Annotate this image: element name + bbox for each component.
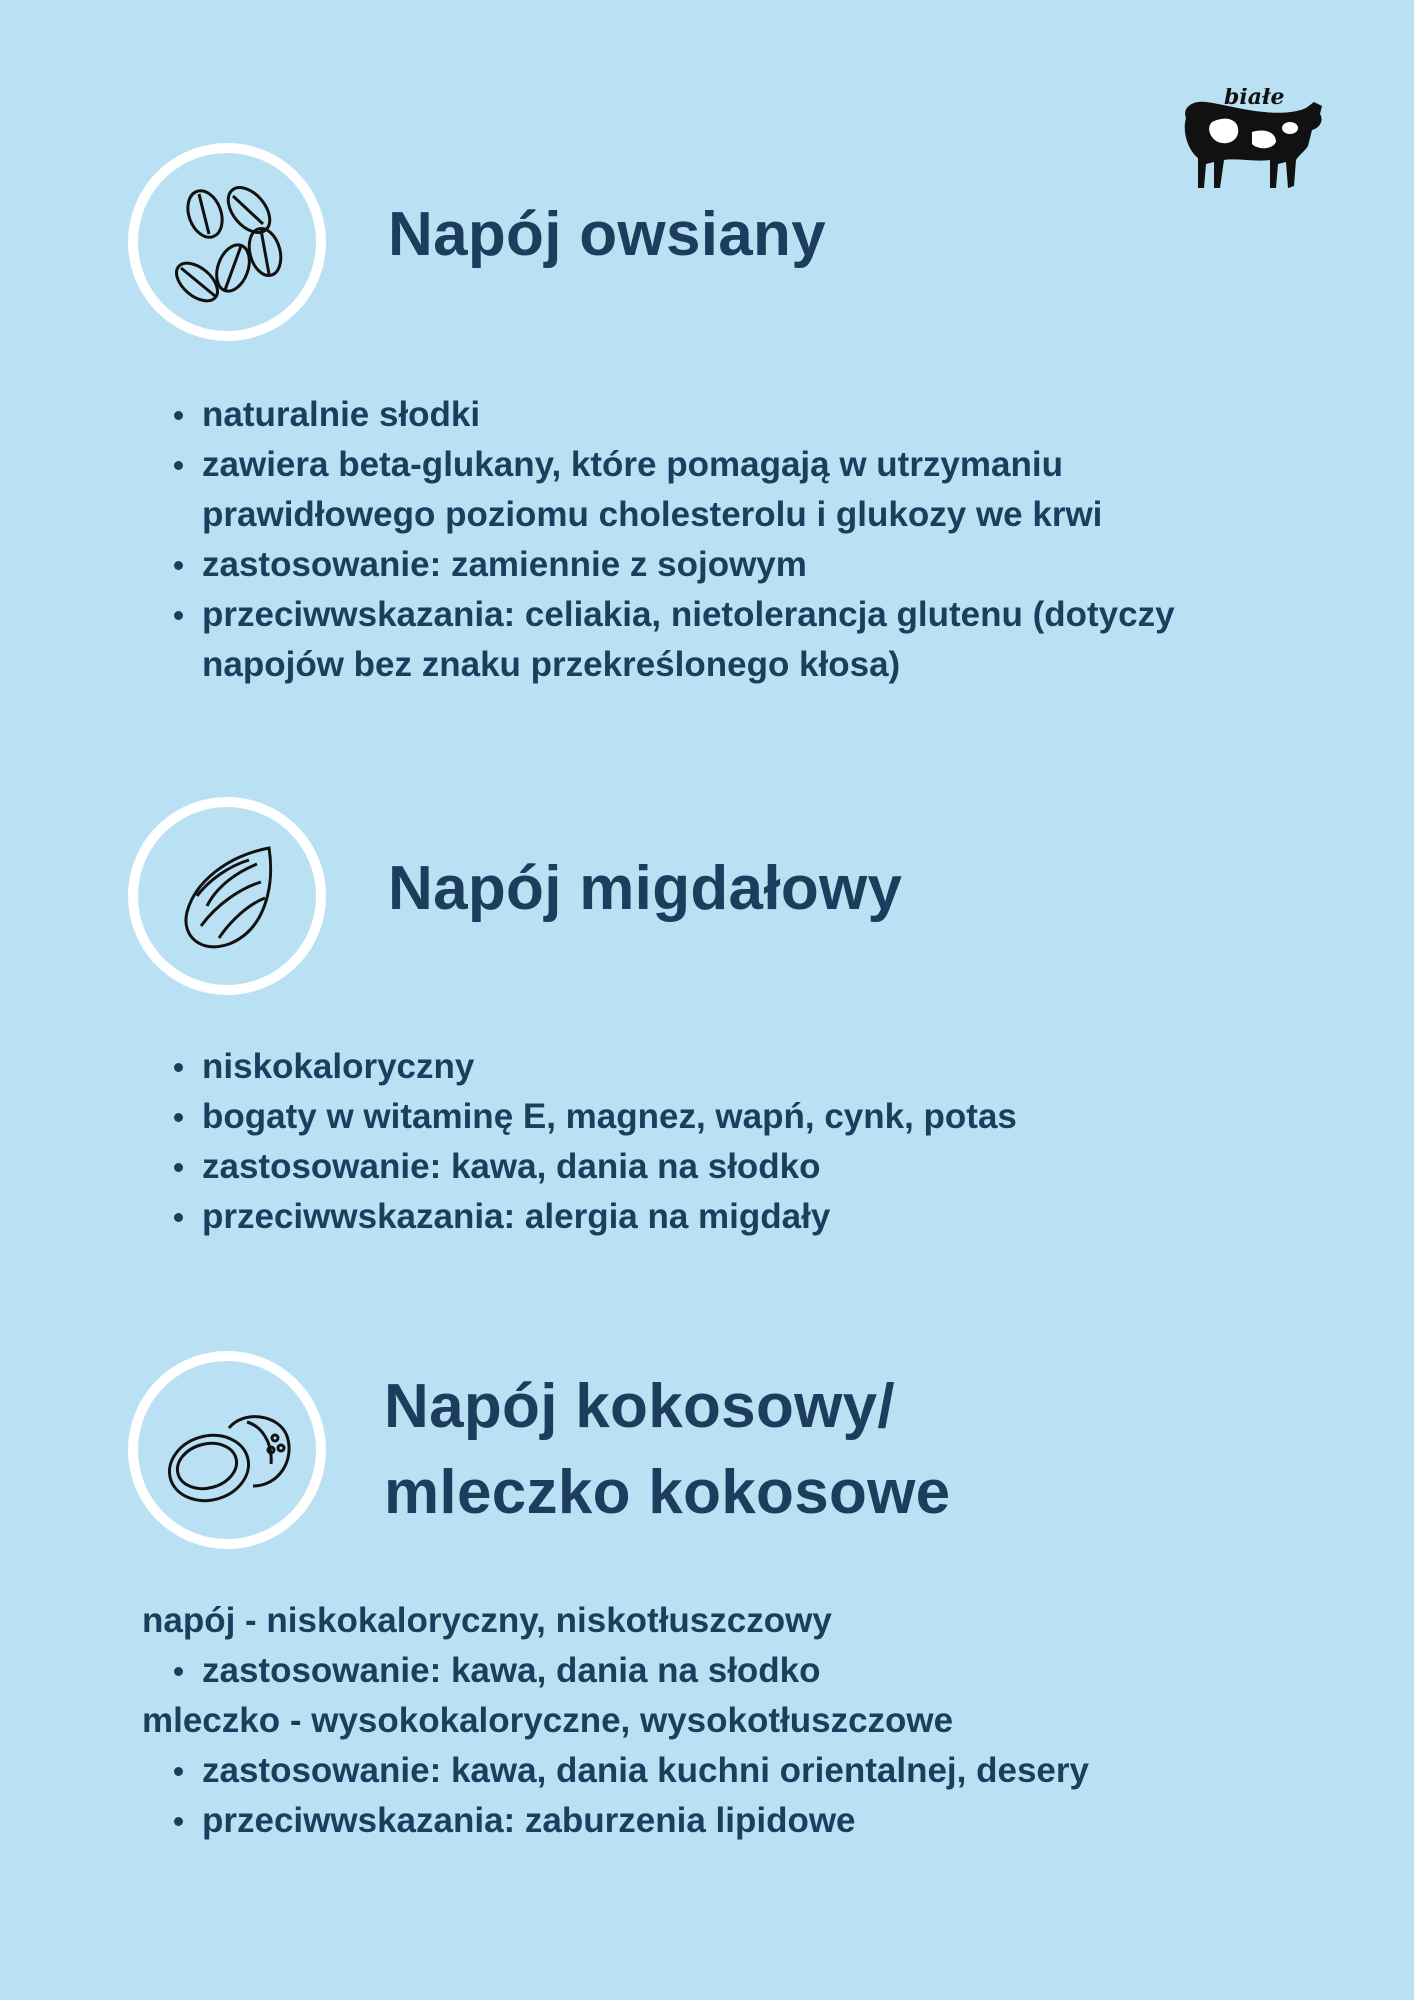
list-item: zastosowanie: kawa, dania kuchni orientalnej, desery [202, 1746, 1382, 1796]
list-item: niskokaloryczny [202, 1042, 1382, 1092]
napoj-bullet-list [140, 1646, 1382, 1696]
section-title-almond: Napój migdałowy [388, 854, 903, 923]
section-title-coconut [384, 1364, 950, 1536]
almond-bullet-list [140, 1042, 1382, 1242]
section-title-coconut-line2: mleczko kokosowe [384, 1458, 951, 1527]
oat-icon-circle [128, 143, 326, 341]
logo-word: białe [1224, 88, 1285, 110]
napoj-label: napój - niskokaloryczny, niskotłuszczowy [142, 1601, 832, 1640]
coconut-icon-circle [128, 1351, 326, 1549]
section-title-coconut-line1: Napój kokosowy/ [384, 1372, 895, 1441]
list-item: bogaty w witaminę E, magnez, wapń, cynk, potas [202, 1092, 1382, 1142]
list-item: przeciwwskazania: zaburzenia lipidowe [202, 1796, 1382, 1846]
cow-logo-icon [1172, 88, 1332, 208]
list-item: naturalnie słodki [202, 390, 1382, 440]
logo-subword: KŁAMSTWA [1222, 111, 1269, 120]
list-item: przeciwwskazania: alergia na migdały [202, 1192, 1382, 1242]
almond-icon [157, 826, 297, 966]
list-item: zastosowanie: kawa, dania na słodko [202, 1142, 1382, 1192]
oat-bullet-list [140, 390, 1382, 690]
list-item: zawiera beta-glukany, które pomagają w utrzymaniu prawidłowego poziomu cholesterolu i glukozy we krwi [202, 440, 1252, 540]
almond-icon-circle [128, 797, 326, 995]
mleczko-label: mleczko - wysokokaloryczne, wysokotłuszczowe [142, 1701, 954, 1740]
oat-grains-icon [157, 172, 297, 312]
biale-klamstwa-logo [1172, 88, 1332, 208]
coconut-icon [157, 1380, 297, 1520]
list-item: przeciwwskazania: celiakia, nietolerancja glutenu (dotyczy napojów bez znaku przekreślonego kłosa) [202, 590, 1222, 690]
list-item: zastosowanie: zamiennie z sojowym [202, 540, 1382, 590]
list-item: zastosowanie: kawa, dania na słodko [202, 1646, 1382, 1696]
mleczko-bullet-list [140, 1746, 1382, 1846]
section-title-oat: Napój owsiany [388, 200, 826, 269]
